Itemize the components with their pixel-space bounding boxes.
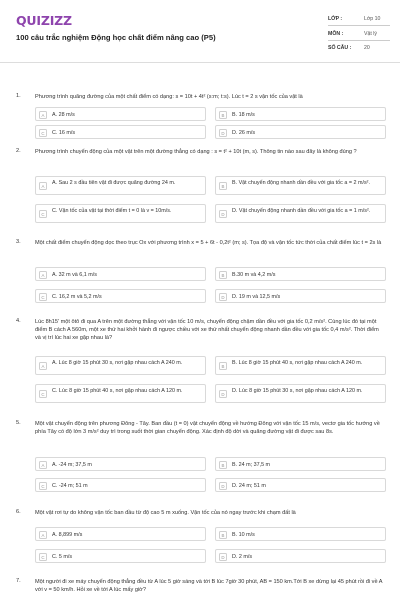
option-a[interactable] <box>35 267 206 281</box>
option-letter: A <box>39 182 47 190</box>
option-a[interactable] <box>35 107 206 121</box>
option-letter: D <box>219 293 227 301</box>
option-text: D. 2 m/s <box>232 553 253 560</box>
meta-label: SỐ CÂU : <box>328 45 352 51</box>
option-text: C. 5 m/s <box>52 553 73 560</box>
option-text: A. 32 m và 6,1 m/s <box>52 271 97 278</box>
option-letter: A <box>39 362 47 370</box>
option-a[interactable] <box>35 176 206 195</box>
option-letter: C <box>39 129 47 137</box>
option-text: A. -24 m; 37,5 m <box>52 461 92 468</box>
option-text: C. 16 m/s <box>52 129 76 136</box>
option-text: C. -24 m; 51 m <box>52 482 88 489</box>
option-text: B. 10 m/s <box>232 531 255 538</box>
question-number: 1. <box>16 93 21 99</box>
option-text: D. Lúc 8 giờ 15 phút 30 s, nơi gặp nhau cách A 120 m. <box>232 387 363 394</box>
option-letter: B <box>219 271 227 279</box>
header-divider <box>0 62 400 63</box>
option-letter: D <box>219 129 227 137</box>
option-c[interactable] <box>35 549 206 563</box>
option-d[interactable] <box>215 478 386 492</box>
option-b[interactable] <box>215 176 386 195</box>
worksheet-meta <box>328 13 390 57</box>
meta-value: 20 <box>364 45 370 51</box>
option-text: A. 28 m/s <box>52 111 75 118</box>
option-text: C. Vận tốc của vật tại thời điểm t = 0 là v = 10m/s. <box>52 207 172 214</box>
option-a[interactable] <box>35 457 206 471</box>
question-text: Một vật rơi tự do không vận tốc ban đầu từ độ cao 5 m xuống. Vận tốc của nó ngay trước khi chạm đất là <box>35 510 296 516</box>
option-c[interactable] <box>35 204 206 223</box>
question-text: Lúc 8h15' một ôtô đi qua A trên một đường thẳng với vận tốc 10 m/s, chuyển động chậm dần đều với gia tốc 0,2 m/s². Cùng lúc đó tại một điểm B cách A 560m, một xe thứ hai khởi hành đi ngược chiều với xe thứ nhất chuyển động nhanh dần đều với gia tốc 0,4 m/s². Thời điểm và vị trí lúc hai xe gặp nhau là? <box>35 319 379 341</box>
option-letter: C <box>39 553 47 561</box>
option-letter: B <box>219 461 227 469</box>
option-b[interactable] <box>215 356 386 375</box>
option-letter: A <box>39 531 47 539</box>
option-letter: C <box>39 210 47 218</box>
meta-value: Lớp 10 <box>364 16 381 22</box>
worksheet-title: 100 câu trắc nghiệm Động học chất điểm nâng cao (P5) <box>16 33 216 42</box>
option-letter: D <box>219 390 227 398</box>
question-number: 5. <box>16 420 21 426</box>
option-text: D. 26 m/s <box>232 129 256 136</box>
question-text: Một chất điểm chuyển động dọc theo trục Ox với phương trình x = 5 + 6t - 0,2t² (m; s). Tọa độ và vận tốc tức thời của chất điểm lúc t = 2s là <box>35 240 382 246</box>
meta-label: MÔN : <box>328 30 344 37</box>
meta-label: LỚP : <box>328 16 343 22</box>
option-text: B. 24 m; 37,5 m <box>232 461 271 468</box>
option-letter: B <box>219 182 227 190</box>
worksheet-header <box>0 0 400 62</box>
option-d[interactable] <box>215 384 386 403</box>
option-c[interactable] <box>35 289 206 303</box>
option-b[interactable] <box>215 267 386 281</box>
option-text: A. 8,899 m/s <box>52 531 83 538</box>
option-d[interactable] <box>215 289 386 303</box>
option-letter: C <box>39 293 47 301</box>
option-text: D. Vật chuyển động nhanh dần đều với gia tốc a = 1 m/s². <box>232 207 371 214</box>
question-text: Một vật chuyển động trên phương Đông - Tây. Ban đầu (t = 0) vật chuyển động về hướng Đông với vận tốc 15 m/s, vectơ gia tốc hướng về phía Tây có độ lớn 3 m/s² duy trì trong suốt thời gian chuyển động. Xác định độ dời và quãng đường vật đi được sau 8s. <box>35 421 380 435</box>
option-letter: D <box>219 553 227 561</box>
option-letter: B <box>219 362 227 370</box>
option-text: A. Sau 2 s đầu tiên vật đi được quãng đường 24 m. <box>52 179 176 186</box>
question-text: Một người đi xe máy chuyển động thẳng đều từ A lúc 5 giờ sáng và tới B lúc 7giờ 30 phút, AB = 150 km.Tới B xe dừng lại 45 phút rồi đi về A với v = 50 km/h. Hỏi xe về tới A lúc mấy giờ? <box>35 579 383 593</box>
option-b[interactable] <box>215 107 386 121</box>
option-d[interactable] <box>215 549 386 563</box>
meta-row-count <box>328 42 390 55</box>
option-letter: C <box>39 482 47 490</box>
option-text: C. 16,2 m và 5,2 m/s <box>52 293 102 300</box>
question-number: 3. <box>16 239 21 245</box>
meta-row-class <box>328 13 390 26</box>
option-letter: A <box>39 461 47 469</box>
option-text: D. 24 m; 51 m <box>232 482 266 489</box>
option-text: B. Lúc 8 giờ 15 phút 40 s, nơi gặp nhau cách A 240 m. <box>232 359 363 366</box>
meta-value: Vật lý <box>364 30 377 37</box>
question-number: 7. <box>16 578 21 584</box>
question-text: Phương trình quãng đường của một chất điểm có dạng: s = 10t + 4t² (s:m; t:s). Lúc t = 2 s vận tốc của vật là <box>35 94 303 100</box>
option-text: B.30 m và 4,2 m/s <box>232 271 276 278</box>
option-text: C. Lúc 8 giờ 15 phút 40 s, nơi gặp nhau cách A 120 m. <box>52 387 183 394</box>
question-number: 4. <box>16 318 21 324</box>
option-letter: D <box>219 482 227 490</box>
option-a[interactable] <box>35 527 206 541</box>
question-text: Phương trình chuyển động của một vật trên một đường thẳng có dạng : s = t² + 10t (m, s). Thông tin nào sau đây là không đúng ? <box>35 149 357 155</box>
option-text: A. Lúc 8 giờ 15 phút 30 s, nơi gặp nhau cách A 240 m. <box>52 359 183 366</box>
option-a[interactable] <box>35 356 206 375</box>
option-b[interactable] <box>215 457 386 471</box>
question-number: 6. <box>16 509 21 515</box>
option-letter: C <box>39 390 47 398</box>
option-d[interactable] <box>215 204 386 223</box>
option-text: B. Vật chuyển động nhanh dần đều với gia tốc a = 2 m/s². <box>232 179 370 186</box>
option-text: D. 19 m và 12,5 m/s <box>232 293 281 300</box>
option-letter: A <box>39 271 47 279</box>
question-number: 2. <box>16 148 21 154</box>
option-letter: A <box>39 111 47 119</box>
meta-row-subject <box>328 28 390 41</box>
option-c[interactable] <box>35 384 206 403</box>
option-b[interactable] <box>215 527 386 541</box>
quizizz-logo: QUIZIZZ <box>16 13 72 28</box>
option-letter: B <box>219 111 227 119</box>
option-letter: D <box>219 210 227 218</box>
option-d[interactable] <box>215 125 386 139</box>
option-c[interactable] <box>35 478 206 492</box>
option-c[interactable] <box>35 125 206 139</box>
option-text: B. 18 m/s <box>232 111 255 118</box>
option-letter: B <box>219 531 227 539</box>
